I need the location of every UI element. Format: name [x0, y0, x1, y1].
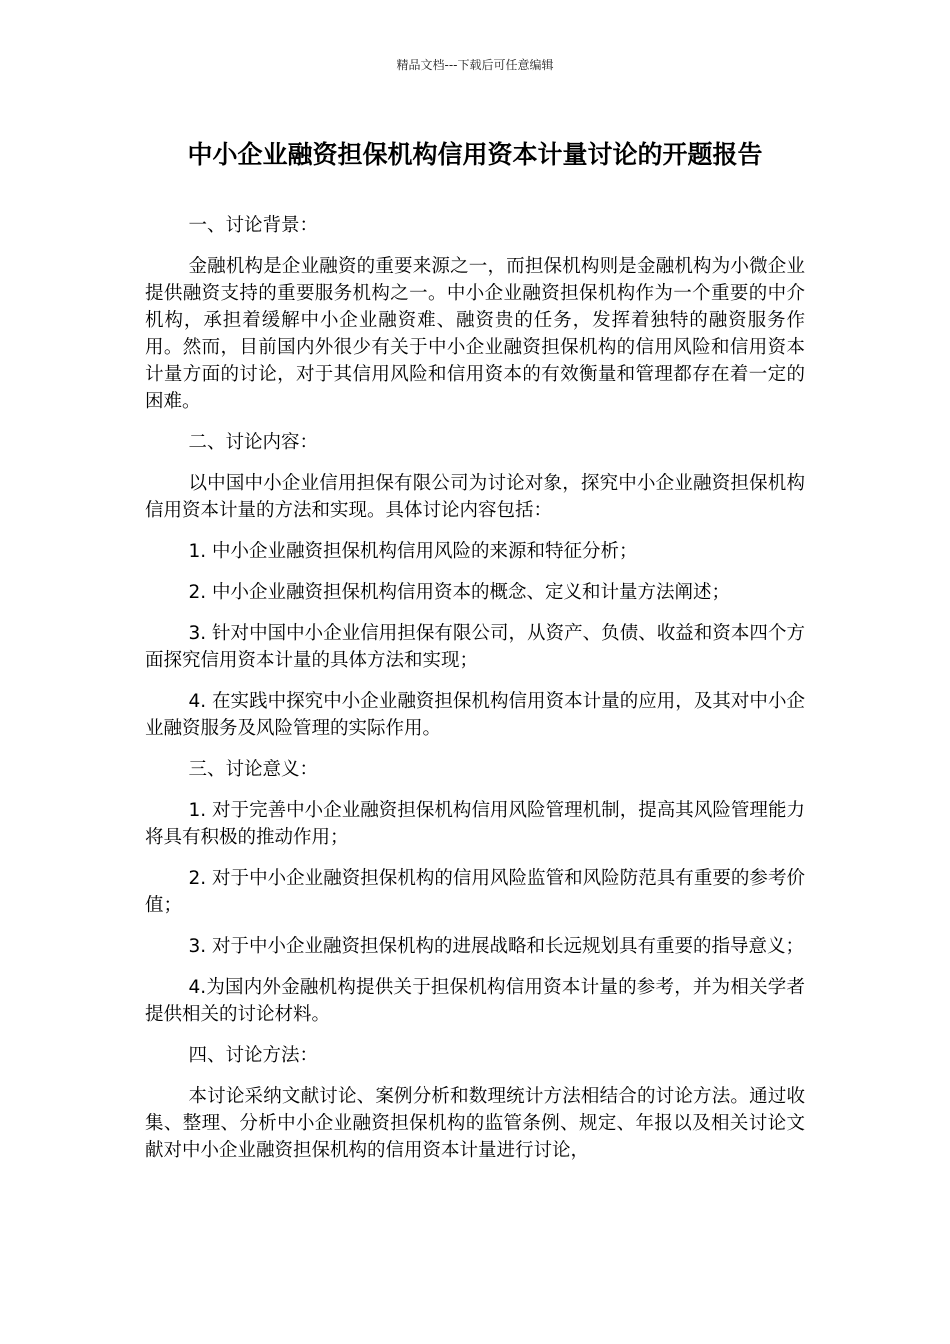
header-note: 精品文档---下载后可任意编辑 [396, 58, 554, 72]
list-item-significance-1: 1. 对于完善中小企业融资担保机构信用风险管理机制，提高其风险管理能力将具有积极的推动作用； [145, 800, 805, 848]
paragraph-background: 金融机构是企业融资的重要来源之一，而担保机构则是金融机构为小微企业提供融资支持的重要服务机构之一。中小企业融资担保机构作为一个重要的中介机构，承担着缓解中小企业融资难、融资贵的任务，发挥着独特的融资服务作用。然而，目前国内外很少有关于中小企业融资担保机构的信用风险和信用资本计量方面的讨论，对于其信用风险和信用资本的有效衡量和管理都存在着一定的困难。 [145, 256, 805, 412]
list-item-content-3: 3. 针对中国中小企业信用担保有限公司，从资产、负债、收益和资本四个方面探究信用资本计量的具体方法和实现； [145, 623, 805, 671]
section-heading-content: 二、讨论内容： [188, 432, 318, 453]
list-item-significance-3: 3. 对于中小企业融资担保机构的进展战略和长远规划具有重要的指导意义； [188, 936, 805, 957]
paragraph-method: 本讨论采纳文献讨论、案例分析和数理统计方法相结合的讨论方法。通过收集、整理、分析中小企业融资担保机构的监管条例、规定、年报以及相关讨论文献对中小企业融资担保机构的信用资本计量进行讨论， [145, 1086, 805, 1161]
list-item-content-4: 4. 在实践中探究中小企业融资担保机构信用资本计量的应用，及其对中小企业融资服务及风险管理的实际作用。 [145, 691, 805, 739]
paragraph-content-intro: 以中国中小企业信用担保有限公司为讨论对象，探究中小企业融资担保机构信用资本计量的方法和实现。具体讨论内容包括： [145, 473, 805, 521]
list-item-content-2: 2. 中小企业融资担保机构信用资本的概念、定义和计量方法阐述； [188, 582, 731, 603]
section-heading-background: 一、讨论背景： [188, 215, 318, 236]
section-heading-method: 四、讨论方法： [188, 1045, 318, 1066]
list-item-significance-2: 2. 对于中小企业融资担保机构的信用风险监管和风险防范具有重要的参考价值； [145, 868, 805, 916]
list-item-content-1: 1. 中小企业融资担保机构信用风险的来源和特征分析； [188, 541, 638, 562]
section-heading-significance: 三、讨论意义： [188, 759, 318, 780]
document-title: 中小企业融资担保机构信用资本计量讨论的开题报告 [187, 140, 763, 169]
list-item-significance-4: 4.为国内外金融机构提供关于担保机构信用资本计量的参考，并为相关学者提供相关的讨论材料。 [145, 977, 805, 1025]
document-body [145, 212, 805, 1178]
